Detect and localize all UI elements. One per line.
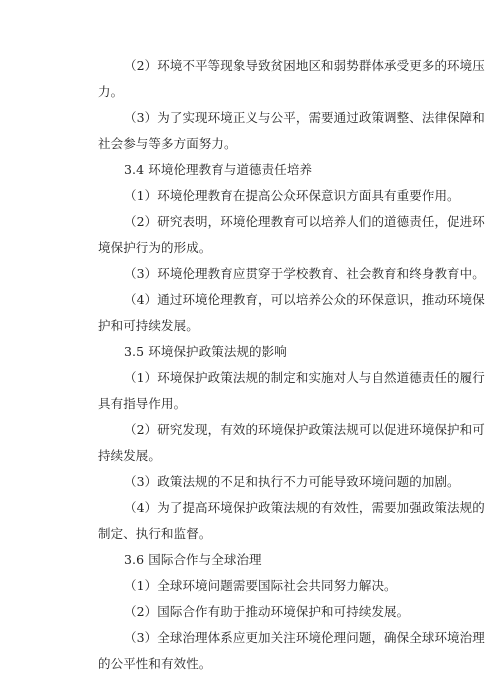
document-body	[98, 53, 485, 677]
paragraph-line: 的公平性和有效性。	[98, 656, 212, 671]
paragraph-line: （1）环境保护政策法规的制定和实施对人与自然道德责任的履行	[124, 370, 485, 385]
paragraph-line: 持续发展。	[98, 448, 162, 463]
paragraph-line: （3）为了实现环境正义与公平，需要通过政策调整、法律保障和	[124, 110, 485, 125]
paragraph-line: 社会参与等多方面努力。	[98, 136, 237, 151]
paragraph-line: （4）通过环境伦理教育，可以培养公众的环保意识，推动环境保	[124, 292, 485, 307]
paragraph-line: （1）全球环境问题需要国际社会共同努力解决。	[124, 578, 397, 593]
paragraph-line: 护和可持续发展。	[98, 318, 199, 333]
paragraph-line: （4）为了提高环境保护政策法规的有效性，需要加强政策法规的	[124, 500, 485, 515]
paragraph-line: （2）环境不平等现象导致贫困地区和弱势群体承受更多的环境压	[124, 58, 485, 73]
paragraph-line: 具有指导作用。	[98, 396, 187, 411]
paragraph-line: （2）国际合作有助于推动环境保护和可持续发展。	[124, 604, 410, 619]
paragraph-line: （2）研究表明，环境伦理教育可以培养人们的道德责任，促进环	[124, 214, 485, 229]
paragraph-line: 力。	[98, 84, 124, 99]
section-heading: 3.6 国际合作与全球治理	[124, 552, 262, 567]
paragraph-line: （3）政策法规的不足和执行不力可能导致环境问题的加剧。	[124, 474, 460, 489]
paragraph-line: 制定、执行和监督。	[98, 526, 212, 541]
paragraph-line: （2）研究发现，有效的环境保护政策法规可以促进环境保护和可	[124, 422, 485, 437]
paragraph-line: 境保护行为的形成。	[98, 240, 212, 255]
paragraph-line: （3）环境伦理教育应贯穿于学校教育、社会教育和终身教育中。	[124, 266, 485, 281]
section-heading: 3.4 环境伦理教育与道德责任培养	[124, 162, 313, 177]
paragraph-line: （3）全球治理体系应更加关注环境伦理问题，确保全球环境治理	[124, 630, 485, 645]
section-heading: 3.5 环境保护政策法规的影响	[124, 344, 287, 359]
paragraph-line: （1）环境伦理教育在提高公众环保意识方面具有重要作用。	[124, 188, 460, 203]
